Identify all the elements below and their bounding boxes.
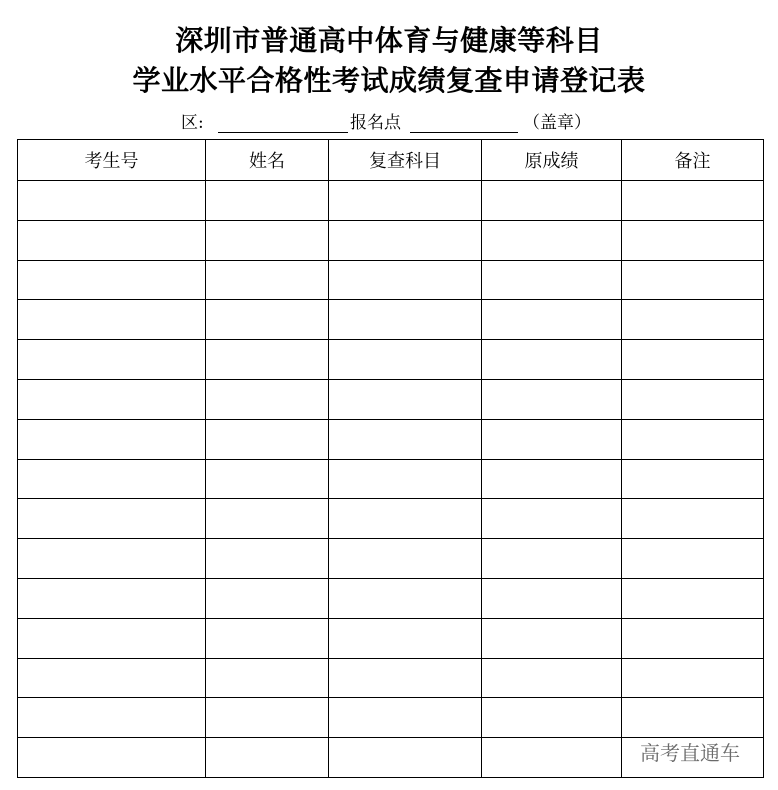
- cell-original-score: [482, 698, 622, 738]
- cell-name: [206, 419, 329, 459]
- cell-review-subject: [329, 220, 482, 260]
- table-body: [18, 181, 764, 778]
- cell-review-subject: [329, 499, 482, 539]
- cell-remarks: [622, 300, 764, 340]
- cell-candidate-number: [18, 181, 206, 221]
- table-row: [18, 300, 764, 340]
- cell-review-subject: [329, 738, 482, 778]
- cell-candidate-number: [18, 618, 206, 658]
- form-subheader: [0, 110, 778, 136]
- cell-remarks: [622, 340, 764, 380]
- table-row: [18, 379, 764, 419]
- registration-site-label: 报名点: [350, 113, 401, 133]
- header-original-score: 原成绩: [482, 140, 622, 181]
- cell-name: [206, 578, 329, 618]
- table-row: [18, 459, 764, 499]
- registration-table: [17, 139, 764, 778]
- cell-remarks: [622, 658, 764, 698]
- table-header-row: [18, 140, 764, 181]
- cell-remarks: [622, 618, 764, 658]
- header-review-subject: 复查科目: [329, 140, 482, 181]
- form-title-line-1: 深圳市普通高中体育与健康等科目: [175, 24, 603, 57]
- cell-original-score: [482, 181, 622, 221]
- cell-review-subject: [329, 419, 482, 459]
- table-row: [18, 539, 764, 579]
- table-row: [18, 658, 764, 698]
- cell-original-score: [482, 379, 622, 419]
- cell-name: [206, 300, 329, 340]
- header-remarks: 备注: [622, 140, 764, 181]
- cell-original-score: [482, 738, 622, 778]
- cell-original-score: [482, 340, 622, 380]
- form-title-line-2: 学业水平合格性考试成绩复查申请登记表: [132, 64, 646, 97]
- cell-review-subject: [329, 658, 482, 698]
- cell-name: [206, 499, 329, 539]
- cell-candidate-number: [18, 658, 206, 698]
- cell-review-subject: [329, 618, 482, 658]
- table-row: [18, 181, 764, 221]
- cell-candidate-number: [18, 459, 206, 499]
- cell-candidate-number: [18, 340, 206, 380]
- cell-name: [206, 738, 329, 778]
- cell-candidate-number: [18, 578, 206, 618]
- cell-original-score: [482, 658, 622, 698]
- cell-review-subject: [329, 578, 482, 618]
- watermark: 高考直通车: [640, 741, 740, 765]
- cell-original-score: [482, 260, 622, 300]
- table-row: [18, 220, 764, 260]
- cell-original-score: [482, 300, 622, 340]
- cell-name: [206, 379, 329, 419]
- cell-original-score: [482, 459, 622, 499]
- cell-original-score: [482, 539, 622, 579]
- table-row: [18, 618, 764, 658]
- header-candidate-number: 考生号: [18, 140, 206, 181]
- table-row: [18, 578, 764, 618]
- cell-candidate-number: [18, 379, 206, 419]
- cell-name: [206, 658, 329, 698]
- cell-candidate-number: [18, 738, 206, 778]
- cell-candidate-number: [18, 539, 206, 579]
- cell-candidate-number: [18, 698, 206, 738]
- table-row: [18, 499, 764, 539]
- cell-review-subject: [329, 340, 482, 380]
- cell-candidate-number: [18, 499, 206, 539]
- cell-remarks: [622, 459, 764, 499]
- cell-name: [206, 260, 329, 300]
- cell-name: [206, 181, 329, 221]
- cell-remarks: [622, 499, 764, 539]
- cell-candidate-number: [18, 300, 206, 340]
- cell-remarks: [622, 260, 764, 300]
- table-row: [18, 698, 764, 738]
- cell-name: [206, 539, 329, 579]
- cell-review-subject: [329, 539, 482, 579]
- cell-remarks: [622, 578, 764, 618]
- cell-original-score: [482, 499, 622, 539]
- cell-candidate-number: [18, 260, 206, 300]
- cell-review-subject: [329, 260, 482, 300]
- district-label: 区:: [181, 113, 204, 133]
- cell-candidate-number: [18, 220, 206, 260]
- cell-review-subject: [329, 459, 482, 499]
- cell-name: [206, 698, 329, 738]
- cell-review-subject: [329, 379, 482, 419]
- cell-review-subject: [329, 300, 482, 340]
- header-name: 姓名: [206, 140, 329, 181]
- cell-remarks: [622, 220, 764, 260]
- cell-review-subject: [329, 181, 482, 221]
- cell-remarks: [622, 181, 764, 221]
- cell-original-score: [482, 578, 622, 618]
- registration-site-blank-line: [410, 132, 518, 133]
- table-row: [18, 340, 764, 380]
- cell-review-subject: [329, 698, 482, 738]
- table-row: [18, 260, 764, 300]
- cell-candidate-number: [18, 419, 206, 459]
- cell-name: [206, 459, 329, 499]
- cell-name: [206, 618, 329, 658]
- cell-remarks: [622, 419, 764, 459]
- district-blank-line: [218, 132, 348, 133]
- cell-remarks: [622, 379, 764, 419]
- stamp-label: （盖章）: [523, 113, 591, 133]
- cell-remarks: [622, 698, 764, 738]
- cell-original-score: [482, 220, 622, 260]
- cell-original-score: [482, 618, 622, 658]
- cell-remarks: [622, 539, 764, 579]
- cell-name: [206, 340, 329, 380]
- cell-original-score: [482, 419, 622, 459]
- table-row: [18, 419, 764, 459]
- cell-name: [206, 220, 329, 260]
